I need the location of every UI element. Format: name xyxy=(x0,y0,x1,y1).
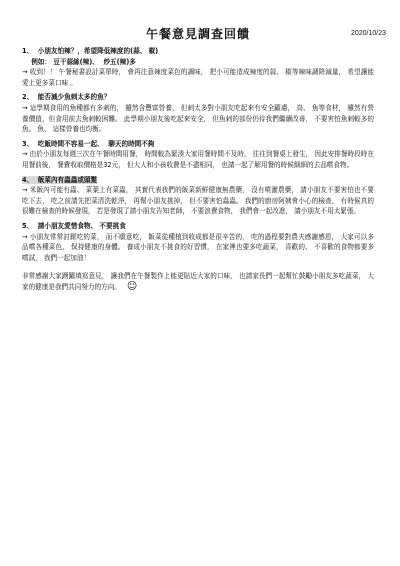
question-heading: 1、 小朋友怕辣？，希望降低辣度的(蒜、 椒) 例如： 豆干蒜絲(辣)、 炒五(辣)多 xyxy=(22,47,159,66)
question-heading: 5、 請小朋友愛惜食物、 不要挑食 xyxy=(22,221,126,230)
answer-text: → 小朋友常常討厭吃的菜， 而不願意吃， 飯菜從種植到收成都是很辛苦的， 吃的過程要對農夫感謝感恩， 大家可以多品嚐各種菜色， 保持健康的身體。 養成小朋友不挑食的好習慣， 在家裡也要多吃蔬菜， 喜歡的、 不喜歡的食物都要多嚐試， 我們一起加油！ xyxy=(22,232,374,262)
question-item xyxy=(22,221,374,263)
question-item xyxy=(22,92,374,134)
page-title: 午餐意見調查回饋 xyxy=(145,27,250,41)
answer-text: → 米飯內可能有蟲、 菜葉上有菜蟲， 其實代表我們的飯菜新鮮健康無農藥， 沒有噴灑農藥， 請小朋友不要害怕也不要吃下去， 吃之前請先把菜清洗乾淨， 再幫小朋友挑掉， 但不要害怕蟲蟲。 我們的廚房阿姨會小心的檢查， 有時候真的很難在檢查的時候發現， 若是發現了請小朋友告知老師， 不要浪費食物， 我們會一起改進， 請小朋友不用太緊張。 xyxy=(22,186,374,216)
closing-note xyxy=(22,271,374,292)
closing-text: 非常感謝大家踴躍填寫意見， 讓我們在午餐製作上能更貼近大家的口味， 也請家長們一起幫忙鼓勵小朋友多吃蔬菜， 大家的健康是我們共同努力的方向。 xyxy=(22,272,374,291)
question-item xyxy=(22,175,374,217)
question-item xyxy=(22,46,374,88)
question-item xyxy=(22,139,374,171)
question-heading: 2、 能否減少魚刺太多的魚？ xyxy=(22,93,111,102)
answer-text: → 收到！！ 午餐秘書設計菜單時， 會再注意辣度菜色的調味， 把小可能造成辣度的蒜、 椒等辣味調降減量， 希望讓能愛上更多菜口味 。 xyxy=(22,68,374,87)
answer-text: → 由於小朋友每週三次在午餐時間用餐， 時間較為緊湊大家用餐時間不及時， 往往到餐桌上發生， 因此安排餐時段時在用餐前後， 餐費收取價格是32元， 但大人和小孩收費是不盡相同， 也請一起了解用餐的時候細細的去品嚐食物。 xyxy=(22,150,374,169)
date-stamp: 2020/10/23 xyxy=(350,30,386,37)
question-heading-text: 4、 飯菜內有蟲蟲或頭髮 xyxy=(22,175,98,184)
smiley-icon: ☺ xyxy=(126,280,138,292)
question-heading xyxy=(22,175,374,186)
question-heading: 3、 吃飯時間不容易一起、 聊天的時間不夠 xyxy=(22,139,155,148)
answer-text: → 這學期食用的魚種都有多刺的， 雖然含豐富營養， 但刺太多對小朋友吃起來有安全顧慮， 鳥、 魚等食材， 雖然有營養價值，但食用前去魚刺較困難。 此學期小朋友後吃起來安全， 但魚刺的部份仍待我們繼續改善， 不要害怕魚刺較多的魚。 魚、 這樣營養也均衡。 xyxy=(22,103,374,134)
